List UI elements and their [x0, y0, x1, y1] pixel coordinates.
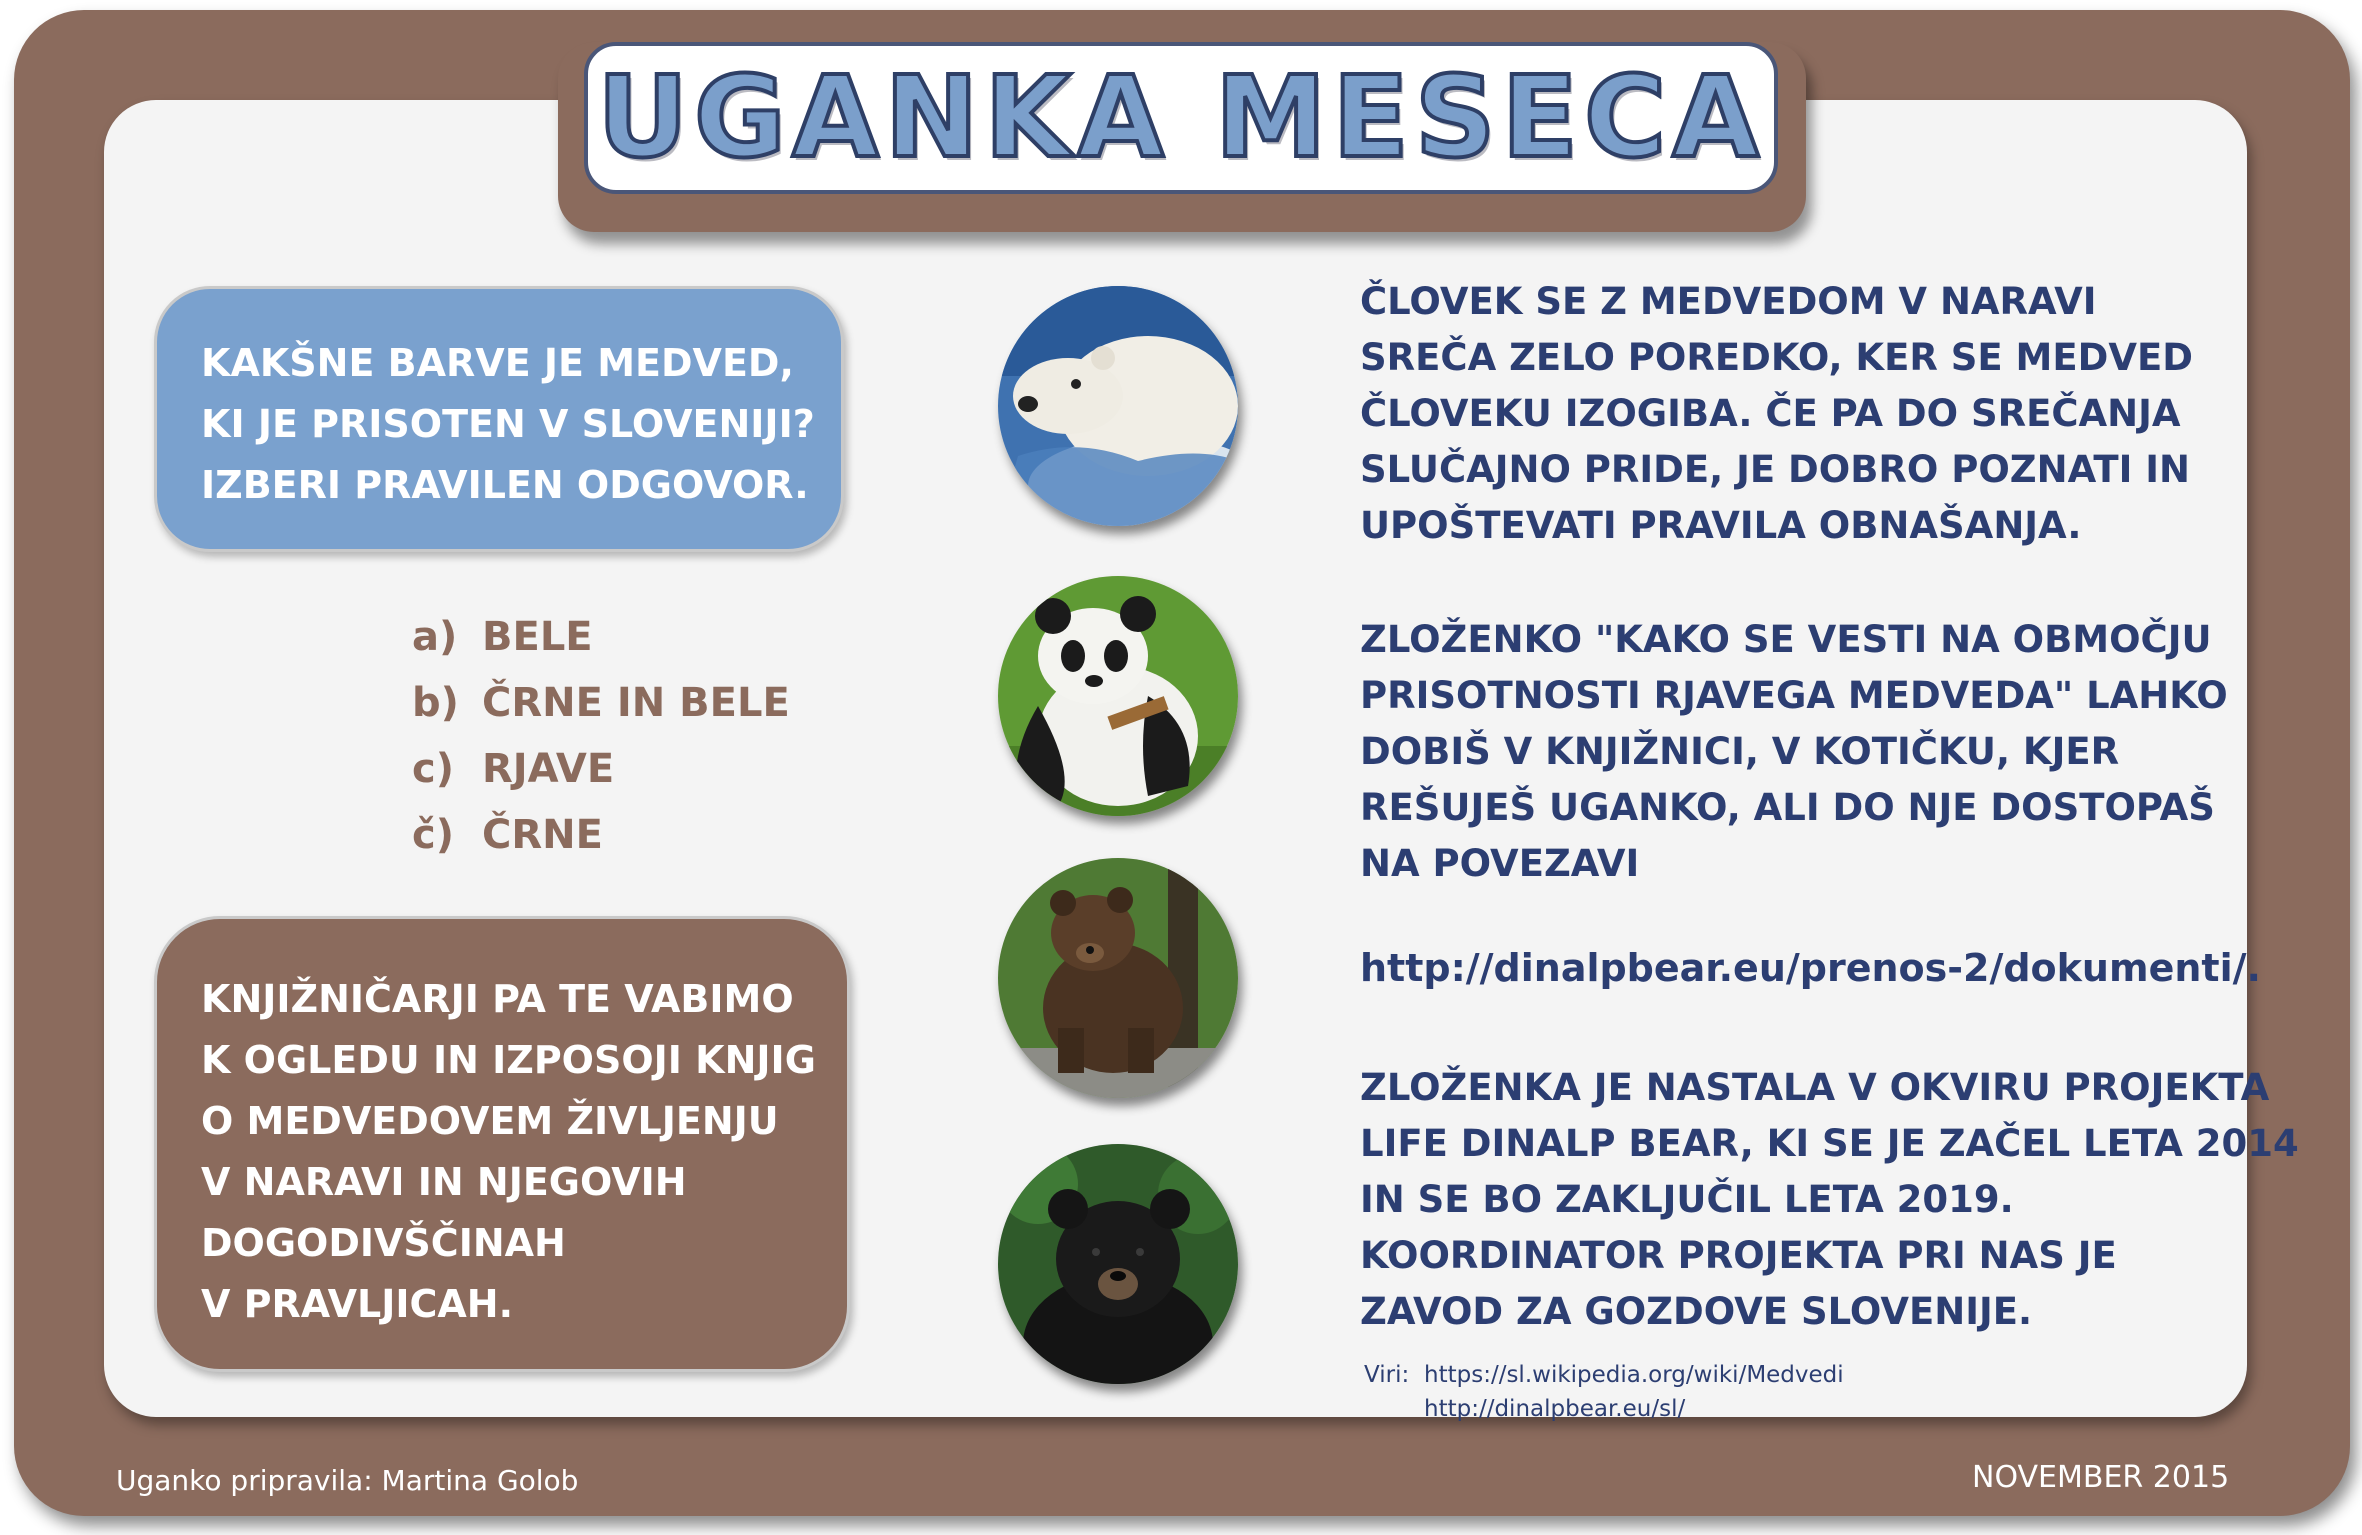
answer-option-c [412, 736, 790, 802]
info-line: ZLOŽENKO "KAKO SE VESTI NA OBMOČJU [1360, 618, 2212, 661]
brochure-link[interactable]: http://dinalpbear.eu/prenos-2/dokumenti/. [1360, 946, 2261, 990]
info-line: NA POVEZAVI [1360, 842, 1640, 885]
panda-photo [998, 576, 1238, 816]
info-line: ZAVOD ZA GOZDOVE SLOVENIJE. [1360, 1290, 2033, 1333]
page-title: UGANKA MESECA [597, 53, 1765, 183]
author-credit: Uganko pripravila: Martina Golob [116, 1464, 579, 1497]
answer-letter: c) [412, 746, 454, 792]
invitation-line: DOGODIVŠČINAH [201, 1221, 566, 1265]
source-link[interactable]: https://sl.wikipedia.org/wiki/Medvedi [1424, 1362, 1844, 1388]
info-line: SREČA ZELO POREDKO, KER SE MEDVED [1360, 336, 2193, 379]
answer-letter: b) [412, 680, 459, 726]
answer-letter: a) [412, 614, 458, 660]
info-line: REŠUJEŠ UGANKO, ALI DO NJE DOSTOPAŠ [1360, 786, 2215, 829]
question-line: KAKŠNE BARVE JE MEDVED, [201, 341, 794, 385]
answer-list [412, 604, 790, 868]
info-line: SLUČAJNO PRIDE, JE DOBRO POZNATI IN [1360, 448, 2190, 491]
brown-bear-photo [998, 858, 1238, 1098]
answer-text: BELE [482, 614, 593, 660]
info-line: UPOŠTEVATI PRAVILA OBNAŠANJA. [1360, 504, 2082, 547]
info-line: ZLOŽENKA JE NASTALA V OKVIRU PROJEKTA [1360, 1066, 2270, 1109]
info-line: IN SE BO ZAKLJUČIL LETA 2019. [1360, 1178, 2014, 1221]
answer-text: ČRNE IN BELE [482, 680, 790, 726]
brown-bear-illustration [998, 858, 1238, 1098]
panda-illustration [998, 576, 1238, 816]
answer-option-b [412, 670, 790, 736]
answer-text: ČRNE [482, 812, 603, 858]
sources [1364, 1358, 1844, 1426]
title-box [584, 42, 1778, 194]
question-line: KI JE PRISOTEN V SLOVENIJI? [201, 402, 815, 446]
librarian-invitation-box [154, 916, 850, 1372]
invitation-line: O MEDVEDOVEM ŽIVLJENJU [201, 1099, 779, 1143]
info-line: KOORDINATOR PROJEKTA PRI NAS JE [1360, 1234, 2117, 1277]
question-box [154, 286, 844, 552]
info-paragraph-1 [1360, 274, 2193, 554]
answer-option-c-caron [412, 802, 790, 868]
info-paragraph-2 [1360, 612, 2228, 892]
info-line: ČLOVEK SE Z MEDVEDOM V NARAVI [1360, 280, 2097, 323]
issue-date: NOVEMBER 2015 [1972, 1460, 2230, 1495]
invitation-line: V PRAVLJICAH. [201, 1282, 514, 1326]
invitation-line: KNJIŽNIČARJI PA TE VABIMO [201, 977, 794, 1021]
polar-bear-photo [998, 286, 1238, 526]
info-line: DOBIŠ V KNJIŽNICI, V KOTIČKU, KJER [1360, 730, 2120, 773]
answer-option-a [412, 604, 790, 670]
answer-letter: č) [412, 812, 454, 858]
info-line: PRISOTNOSTI RJAVEGA MEDVEDA" LAHKO [1360, 674, 2228, 717]
invitation-line: K OGLEDU IN IZPOSOJI KNJIG [201, 1038, 816, 1082]
source-link[interactable]: http://dinalpbear.eu/sl/ [1424, 1396, 1686, 1422]
question-line: IZBERI PRAVILEN ODGOVOR. [201, 463, 809, 507]
polar-bear-illustration [998, 286, 1238, 526]
invitation-line: V NARAVI IN NJEGOVIH [201, 1160, 687, 1204]
info-line: ČLOVEKU IZOGIBA. ČE PA DO SREČANJA [1360, 392, 2181, 435]
black-bear-photo [998, 1144, 1238, 1384]
answer-text: RJAVE [482, 746, 615, 792]
info-line: LIFE DINALP BEAR, KI SE JE ZAČEL LETA 2014 [1360, 1122, 2299, 1165]
info-paragraph-3 [1360, 1060, 2299, 1340]
sources-label: Viri: [1364, 1362, 1410, 1388]
black-bear-illustration [998, 1144, 1238, 1384]
